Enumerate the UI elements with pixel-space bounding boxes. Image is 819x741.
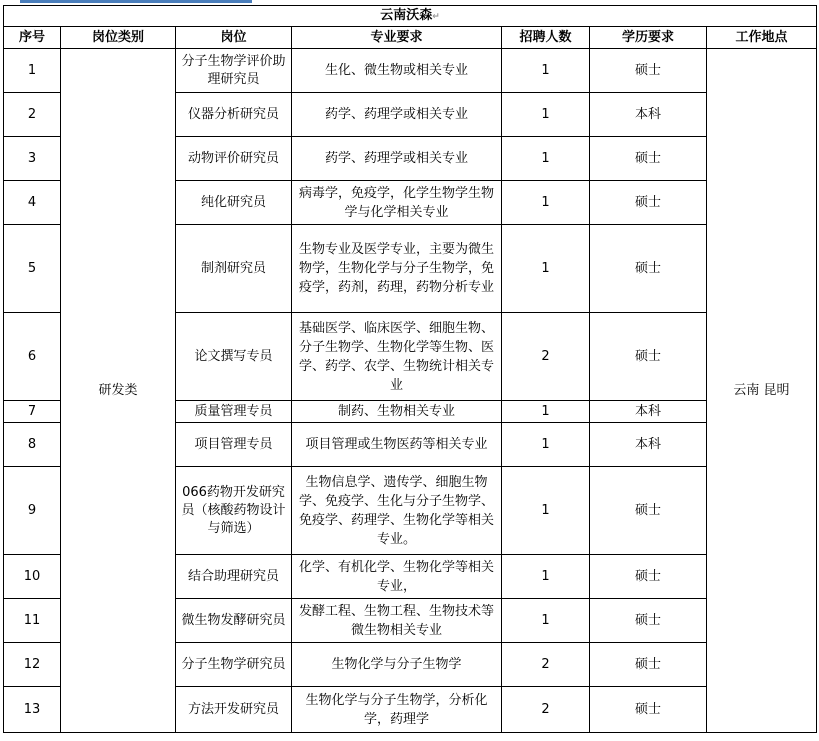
row-count: 1 [502, 49, 590, 93]
row-no: 13 [4, 687, 61, 733]
row-degree: 硕士 [590, 49, 707, 93]
row-no: 3 [4, 137, 61, 181]
row-degree: 硕士 [590, 313, 707, 401]
row-major: 制药、生物相关专业 [292, 401, 502, 423]
row-major: 药学、药理学或相关专业 [292, 93, 502, 137]
row-major: 生物化学与分子生物学 [292, 643, 502, 687]
row-major: 生物专业及医学专业，主要为微生物学，生物化学与分子生物学，免疫学，药剂，药理，药物分析专业 [292, 225, 502, 313]
row-major: 药学、药理学或相关专业 [292, 137, 502, 181]
row-no: 6 [4, 313, 61, 401]
row-count: 1 [502, 225, 590, 313]
row-no: 5 [4, 225, 61, 313]
row-position: 方法开发研究员 [176, 687, 292, 733]
row-degree: 硕士 [590, 555, 707, 599]
category-cell: 研发类 [61, 49, 176, 733]
row-position: 仪器分析研究员 [176, 93, 292, 137]
row-position: 分子生物学研究员 [176, 643, 292, 687]
table-row [4, 49, 817, 93]
row-count: 1 [502, 181, 590, 225]
row-position: 分子生物学评价助理研究员 [176, 49, 292, 93]
col-header-position: 岗位 [176, 27, 292, 49]
row-degree: 硕士 [590, 599, 707, 643]
row-degree: 硕士 [590, 181, 707, 225]
row-degree: 硕士 [590, 467, 707, 555]
row-degree: 硕士 [590, 687, 707, 733]
row-count: 1 [502, 467, 590, 555]
row-position: 结合助理研究员 [176, 555, 292, 599]
row-major: 化学、有机化学、生物化学等相关专业， [292, 555, 502, 599]
row-position: 动物评价研究员 [176, 137, 292, 181]
col-header-count: 招聘人数 [502, 27, 590, 49]
row-count: 1 [502, 599, 590, 643]
row-position: 论文撰写专员 [176, 313, 292, 401]
row-position: 制剂研究员 [176, 225, 292, 313]
row-count: 1 [502, 555, 590, 599]
row-count: 2 [502, 313, 590, 401]
row-count: 1 [502, 401, 590, 423]
row-major: 基础医学、临床医学、细胞生物、分子生物学、生物化学等生物、医学、药学、农学、生物统计相关专业 [292, 313, 502, 401]
row-position: 项目管理专员 [176, 423, 292, 467]
row-major: 生化、微生物或相关专业 [292, 49, 502, 93]
row-position: 纯化研究员 [176, 181, 292, 225]
row-count: 1 [502, 137, 590, 181]
row-position: 066药物开发研究员（核酸药物设计与筛选） [176, 467, 292, 555]
row-no: 1 [4, 49, 61, 93]
row-no: 4 [4, 181, 61, 225]
row-degree: 硕士 [590, 643, 707, 687]
row-major: 病毒学，免疫学，化学生物学生物学与化学相关专业 [292, 181, 502, 225]
company-title: 云南沃森↵ [4, 6, 817, 27]
col-header-major: 专业要求 [292, 27, 502, 49]
row-no: 7 [4, 401, 61, 423]
row-position: 质量管理专员 [176, 401, 292, 423]
row-count: 2 [502, 687, 590, 733]
col-header-degree: 学历要求 [590, 27, 707, 49]
row-degree: 硕士 [590, 225, 707, 313]
row-major: 发酵工程、生物工程、生物技术等微生物相关专业 [292, 599, 502, 643]
location-cell: 云南 昆明 [707, 49, 817, 733]
row-degree: 本科 [590, 423, 707, 467]
row-degree: 硕士 [590, 137, 707, 181]
row-no: 11 [4, 599, 61, 643]
row-no: 9 [4, 467, 61, 555]
row-count: 2 [502, 643, 590, 687]
row-no: 8 [4, 423, 61, 467]
row-no: 12 [4, 643, 61, 687]
col-header-location: 工作地点 [707, 27, 817, 49]
row-count: 1 [502, 423, 590, 467]
row-count: 1 [502, 93, 590, 137]
row-no: 10 [4, 555, 61, 599]
row-degree: 本科 [590, 93, 707, 137]
header-row [4, 27, 817, 49]
recruitment-table [3, 5, 817, 733]
row-major: 生物信息学、遗传学、细胞生物学、免疫学、生化与分子生物学、免疫学、药理学、生物化学等相关专业。 [292, 467, 502, 555]
row-position: 微生物发酵研究员 [176, 599, 292, 643]
row-major: 项目管理或生物医药等相关专业 [292, 423, 502, 467]
row-no: 2 [4, 93, 61, 137]
row-major: 生物化学与分子生物学，分析化学，药理学 [292, 687, 502, 733]
col-header-no: 序号 [4, 27, 61, 49]
row-degree: 本科 [590, 401, 707, 423]
col-header-category: 岗位类别 [61, 27, 176, 49]
